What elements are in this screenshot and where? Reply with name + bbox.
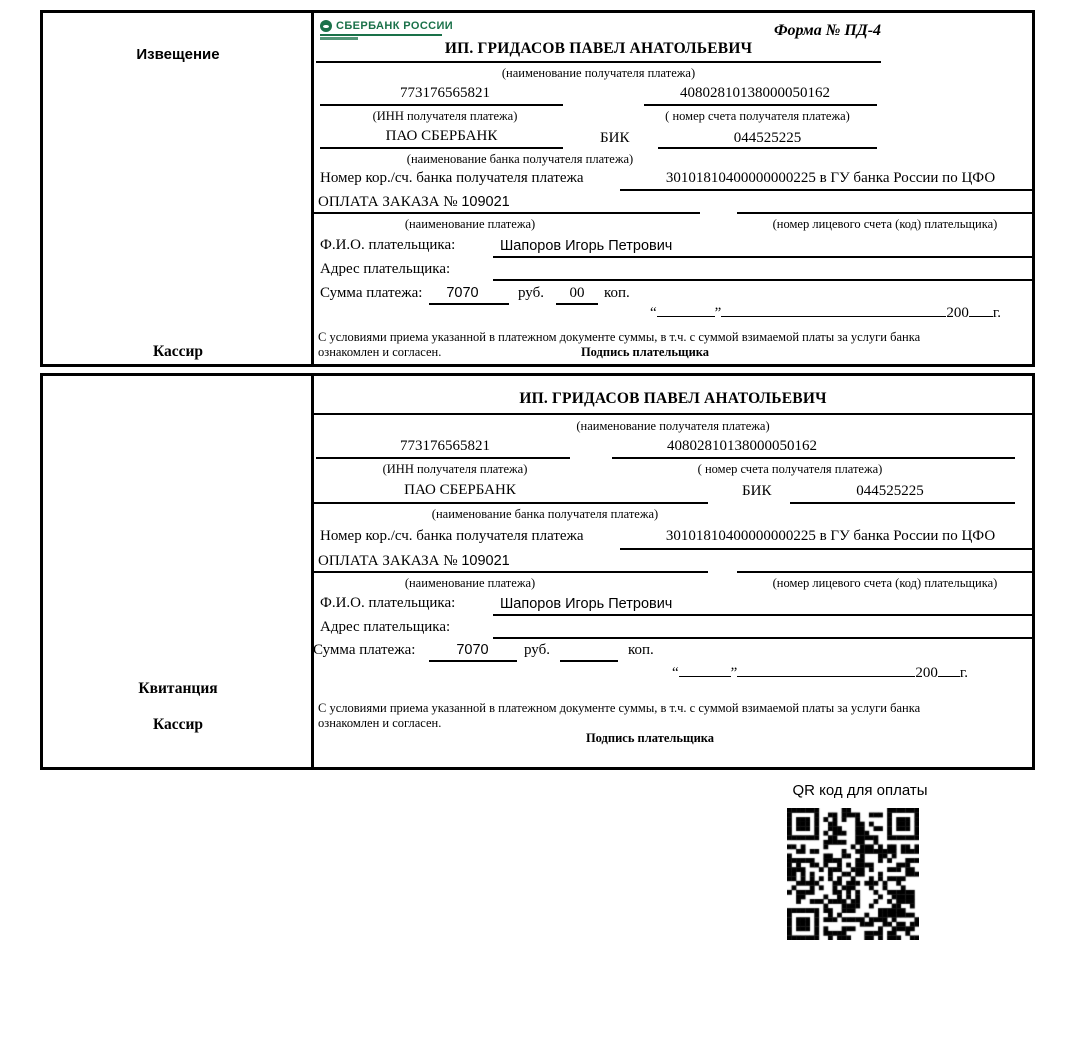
year-suffix: г. <box>992 305 1002 321</box>
field-line <box>612 457 1015 459</box>
corr-account-value: 30101810400000000225 в ГУ банка России по ЦФО <box>665 170 996 186</box>
date-line <box>650 303 1001 322</box>
date-line <box>672 663 968 682</box>
order-number: 109021 <box>461 553 510 569</box>
qr-code <box>787 808 919 940</box>
account-value: 40802810138000050162 <box>667 438 817 454</box>
open-quote: “ <box>650 305 657 321</box>
bik-value: 044525225 <box>733 130 802 146</box>
field-line <box>658 147 877 149</box>
day-blank-line <box>657 303 715 317</box>
account-label: ( номер счета получателя платежа) <box>665 109 850 123</box>
year-prefix: 200 <box>946 305 969 321</box>
field-line <box>320 104 563 106</box>
payment-name-prefix: ОПЛАТА ЗАКАЗА № <box>318 194 462 210</box>
year-blank-line <box>969 303 993 317</box>
day-blank-line <box>679 663 731 677</box>
bank-name-value: ПАО СБЕРБАНК <box>385 128 498 144</box>
corr-account-value: 30101810400000000225 в ГУ банка России по ЦФО <box>665 528 996 544</box>
field-line <box>644 104 877 106</box>
payment-name-label: (наименование платежа) <box>404 217 536 231</box>
sberbank-logo-text: СБЕРБАНК РОССИИ <box>336 20 454 32</box>
order-number: 109021 <box>461 194 510 210</box>
bik-label: БИК <box>742 483 772 499</box>
amount-label: Сумма платежа: <box>313 642 416 658</box>
payer-name-value: Шапоров Игорь Петрович <box>500 596 673 612</box>
year-prefix: 200 <box>915 665 938 681</box>
recipient-name: ИП. ГРИДАСОВ ПАВЕЛ АНАТОЛЬЕВИЧ <box>519 390 827 407</box>
field-line <box>314 212 700 214</box>
field-line <box>316 457 570 459</box>
agreement-text-line1: С условиями приема указанной в платежном документе суммы, в т.ч. с суммой взимаемой платы за услуги банка <box>318 330 921 344</box>
field-line <box>620 548 1033 550</box>
field-line <box>316 61 881 63</box>
rub-label: руб. <box>518 285 544 301</box>
field-line <box>429 303 509 305</box>
payment-name <box>318 553 510 570</box>
sberbank-emblem-icon <box>320 20 332 32</box>
payer-name-label: Ф.И.О. плательщика: <box>320 595 456 611</box>
agreement-text-line2: ознакомлен и согласен. <box>318 716 442 730</box>
inn-value: 773176565821 <box>400 438 490 454</box>
inn-value: 773176565821 <box>400 85 490 101</box>
recipient-name-label: (наименование получателя платежа) <box>501 66 696 80</box>
year-suffix: г. <box>959 665 969 681</box>
amount-label: Сумма платежа: <box>320 285 423 301</box>
field-line <box>790 502 1015 504</box>
inn-label: (ИНН получателя платежа) <box>382 462 528 476</box>
field-line <box>737 571 1033 573</box>
kop-label: коп. <box>628 642 654 658</box>
month-blank-line <box>737 663 915 677</box>
open-quote: “ <box>672 665 679 681</box>
field-line <box>429 660 517 662</box>
field-line <box>493 256 1033 258</box>
field-line <box>314 571 708 573</box>
field-line <box>493 614 1033 616</box>
field-line <box>320 147 563 149</box>
close-quote: ” <box>714 305 722 321</box>
corr-account-label: Номер кор./сч. банка получателя платежа <box>320 528 584 544</box>
payment-name <box>318 194 510 211</box>
bank-name-label: (наименование банка получателя платежа) <box>431 507 659 521</box>
year-blank-line <box>938 663 960 677</box>
field-line <box>493 637 1033 639</box>
signature-label: Подпись плательщика <box>585 731 715 745</box>
qr-caption: QR код для оплаты <box>792 782 928 799</box>
recipient-name-label: (наименование получателя платежа) <box>576 419 770 433</box>
agreement-text-line1: С условиями приема указанной в платежном документе суммы, в т.ч. с суммой взимаемой платы за услуги банка <box>318 701 921 715</box>
personal-account-label: (номер лицевого счета (код) плательщика) <box>772 576 998 590</box>
payer-name-value: Шапоров Игорь Петрович <box>500 238 673 254</box>
notice-cashier-label: Кассир <box>152 343 204 360</box>
agreement-text-line2: ознакомлен и согласен. <box>318 345 442 359</box>
receipt-stub-label: Квитанция <box>138 680 218 697</box>
bik-label: БИК <box>600 130 630 146</box>
form-number: Форма № ПД-4 <box>773 22 882 39</box>
payer-address-label: Адрес плательщика: <box>320 261 451 277</box>
close-quote: ” <box>730 665 738 681</box>
amount-kop-value: 00 <box>569 285 585 301</box>
payer-address-label: Адрес плательщика: <box>320 619 451 635</box>
field-line <box>493 279 1033 281</box>
field-line <box>314 413 1033 415</box>
month-blank-line <box>721 303 946 317</box>
recipient-name: ИП. ГРИДАСОВ ПАВЕЛ АНАТОЛЬЕВИЧ <box>444 40 753 57</box>
amount-rub-value: 7070 <box>446 285 479 301</box>
field-line <box>560 660 618 662</box>
bank-name-label: (наименование банка получателя платежа) <box>406 152 634 166</box>
corr-account-label: Номер кор./сч. банка получателя платежа <box>320 170 584 186</box>
field-line <box>737 212 1033 214</box>
notice-stub-label: Извещение <box>136 46 220 63</box>
bik-value: 044525225 <box>856 483 924 499</box>
field-line <box>556 303 598 305</box>
account-value: 40802810138000050162 <box>680 85 830 101</box>
payment-name-label: (наименование платежа) <box>404 576 536 590</box>
signature-label: Подпись плательщика <box>580 345 710 359</box>
inn-label: (ИНН получателя платежа) <box>372 109 518 123</box>
payment-name-prefix: ОПЛАТА ЗАКАЗА № <box>318 553 462 569</box>
notice-stub-divider <box>311 10 314 367</box>
field-line <box>314 502 708 504</box>
amount-rub-value: 7070 <box>456 642 489 658</box>
receipt-cashier-label: Кассир <box>152 716 204 733</box>
kop-label: коп. <box>604 285 630 301</box>
bank-name-value: ПАО СБЕРБАНК <box>404 482 516 498</box>
rub-label: руб. <box>524 642 550 658</box>
personal-account-label: (номер лицевого счета (код) плательщика) <box>772 217 998 231</box>
account-label: ( номер счета получателя платежа) <box>697 462 883 476</box>
payer-name-label: Ф.И.О. плательщика: <box>320 237 456 253</box>
field-line <box>620 189 1033 191</box>
sberbank-logo-underline <box>320 34 442 36</box>
